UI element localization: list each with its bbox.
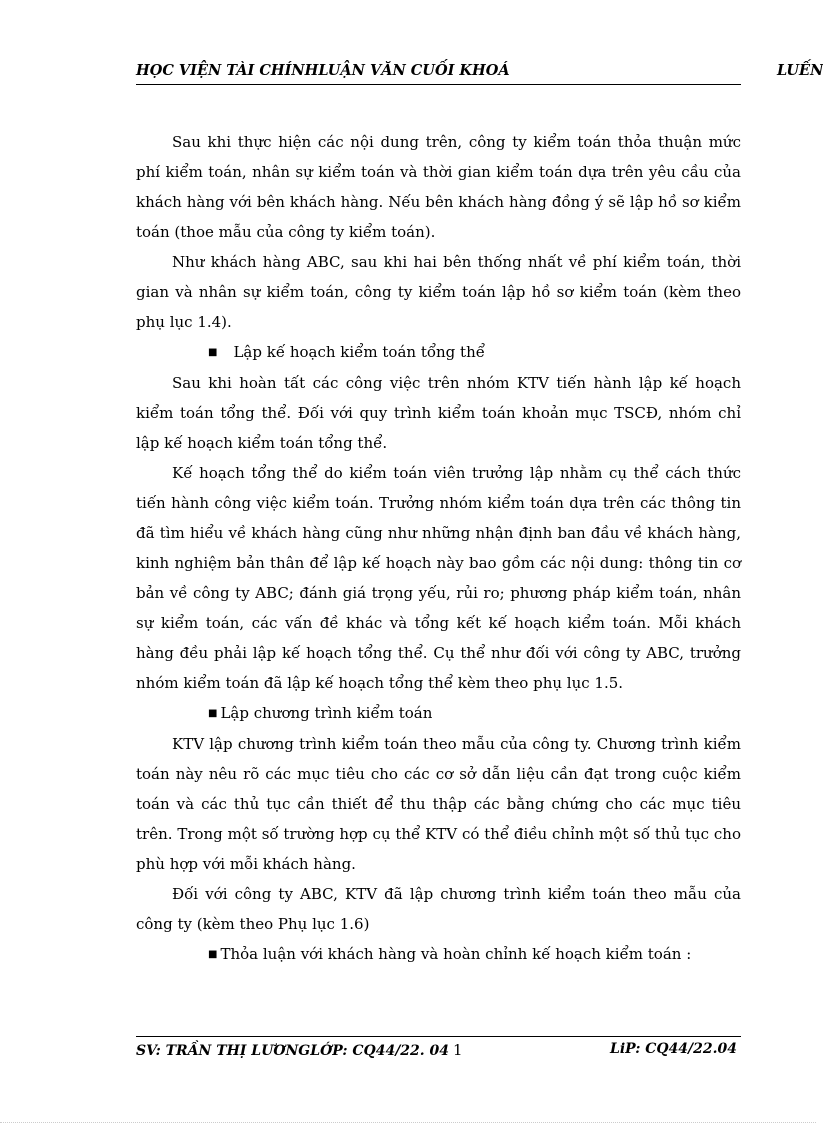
paragraph-plan-preparation: Sau khi hoàn tất các công việc trên nhóm KTV tiến hành lập kế hoạch kiểm toán tổng thể. Đối với quy trình kiểm toán khoản mục TSCĐ, nhóm chỉ lập kế hoạch kiểm toán tổng thể.: [136, 374, 741, 452]
header-cut-title: LUẾN: [777, 62, 823, 79]
footer-student-text: SV: TRẦN THỊ LƯƠNGLỚP: CQ44/22. 04: [136, 1043, 450, 1059]
header-divider: [136, 84, 741, 85]
paragraph-abc-audit-program: Đối với công ty ABC, KTV đã lập chương trình kiểm toán theo mẫu của công ty (kèm theo Phụ lục 1.6): [136, 885, 741, 933]
footer-student-info: [136, 1041, 463, 1059]
page-header: [136, 62, 823, 84]
bullet-label: Lập kế hoạch kiểm toán tổng thể: [233, 343, 485, 361]
paragraph-abc-client-example: Như khách hàng ABC, sau khi hai bên thống nhất về phí kiểm toán, thời gian và nhân sự kiểm toán, công ty kiểm toán lập hồ sơ kiểm toán (kèm theo phụ lục 1.4).: [136, 253, 741, 331]
header-institution-title: HỌC VIỆN TÀI CHÍNHLUẬN VĂN CUỐI KHOÁ: [136, 62, 510, 79]
square-bullet-icon: ■: [208, 708, 218, 719]
square-bullet-icon: ■: [208, 949, 218, 960]
document-body: [136, 127, 741, 970]
page-footer: [136, 1041, 741, 1063]
paragraph-audit-program-details: KTV lập chương trình kiểm toán theo mẫu của công ty. Chương trình kiểm toán này nêu rõ các mục tiêu cho các cơ sở dẫn liệu cần đạt trong cuộc kiểm toán và các thủ tục cần thiết để thu thập các bằng chứng cho các mục tiêu trên. Trong một số trường hợp cụ thể KTV có thể điều chỉnh một số thủ tục cho phù hợp với mỗi khách hàng.: [136, 735, 741, 873]
bullet-overall-audit-plan: [136, 337, 741, 368]
square-bullet-icon: ■: [208, 347, 218, 358]
bullet-audit-program: [136, 698, 741, 729]
page-number: 1: [453, 1041, 463, 1059]
footer-class-code: LiP: CQ44/22.04: [610, 1041, 738, 1057]
paragraph-overall-plan-details: Kế hoạch tổng thể do kiểm toán viên trưởng lập nhằm cụ thể cách thức tiến hành công việc kiểm toán. Trưởng nhóm kiểm toán dựa trên các thông tin đã tìm hiểu về khách hàng cũng như những nhận định ban đầu về khách hàng, kinh nghiệm bản thân để lập kế hoạch này bao gồm các nội dung: thông tin cơ bản về công ty ABC; đánh giá trọng yếu, rủi ro; phương pháp kiểm toán, nhân sự kiểm toán, các vấn đề khác và tổng kết kế hoạch kiểm toán. Mỗi khách hàng đều phải lập kế hoạch tổng thể. Cụ thể như đối với công ty ABC, trưởng nhóm kiểm toán đã lập kế hoạch tổng thể kèm theo phụ lục 1.5.: [136, 464, 741, 692]
bullet-client-discussion: [136, 939, 741, 970]
bullet-label: Lập chương trình kiểm toán: [220, 704, 433, 722]
footer-divider: [136, 1036, 741, 1037]
bullet-label: Thỏa luận với khách hàng và hoàn chỉnh kế hoạch kiểm toán :: [220, 945, 692, 963]
paragraph-audit-fee-agreement: Sau khi thực hiện các nội dung trên, công ty kiểm toán thỏa thuận mức phí kiểm toán, nhân sự kiểm toán và thời gian kiểm toán dựa trên yêu cầu của khách hàng với bên khách hàng. Nếu bên khách hàng đồng ý sẽ lập hồ sơ kiểm toán (thoe mẫu của công ty kiểm toán).: [136, 133, 741, 241]
